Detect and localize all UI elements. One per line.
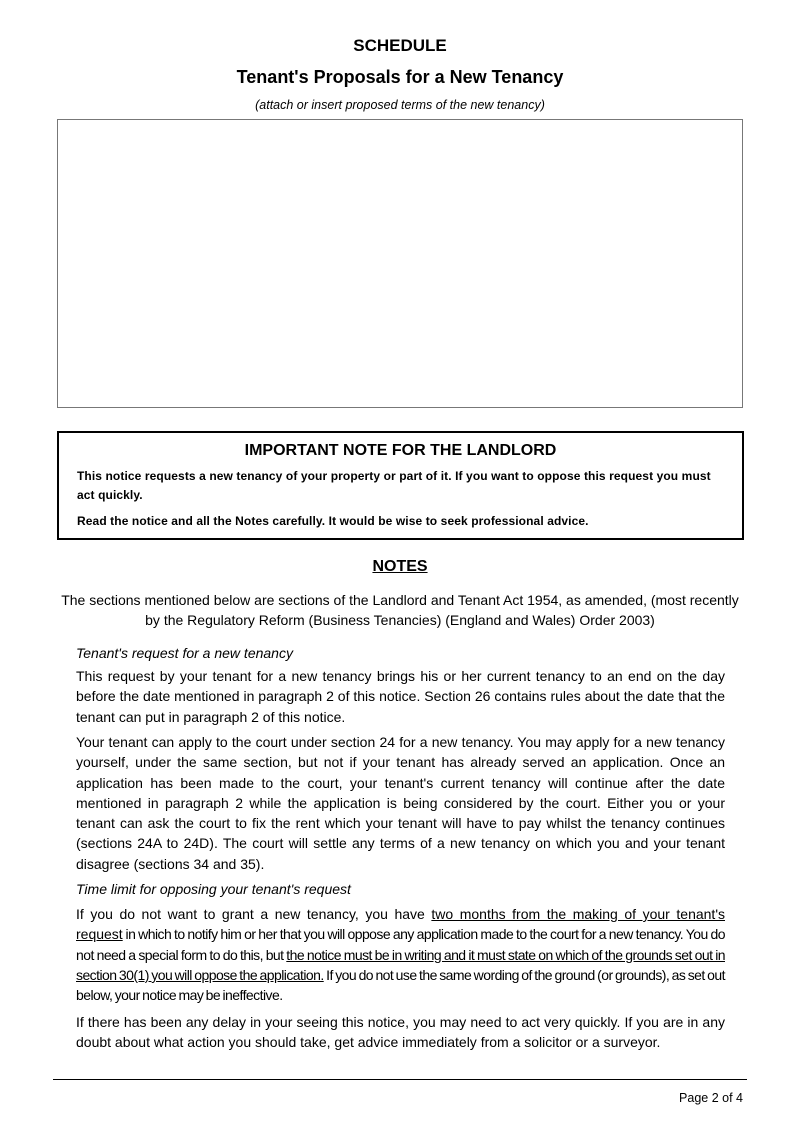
notice-in-writing-underlined: the notice must be in writing and it must state on which of the grounds set out in section 30(1) you will oppose the application. <box>76 946 725 983</box>
tenant-request-paragraph-1: This request by your tenant for a new tenancy brings his or her current tenancy to an end on the day before the date mentioned in paragraph 2 of this notice. Section 26 contains rules about the date that the tenant can put in paragraph 2 of this notice. <box>76 668 725 725</box>
time-limit-text-1: If you do not want to grant a new tenancy, you have <box>76 906 432 922</box>
important-note-box <box>57 431 744 540</box>
time-limit-paragraph-2: If there has been any delay in your seeing this notice, you may need to act very quickly. If you are in any doubt about what action you should take, get advice immediately from a solicitor or a surveyor. <box>76 1014 725 1051</box>
proposed-terms-box[interactable] <box>57 119 743 408</box>
page-number: Page 2 of 4 <box>679 1091 743 1105</box>
time-limit-heading: Time limit for opposing your tenant's request <box>76 881 351 897</box>
time-limit-text-2: in which to notify him or her that you will oppose any application made to the court for a new tenancy. You do not need a special form to do this, but <box>76 926 725 963</box>
important-note-heading: IMPORTANT NOTE FOR THE LANDLORD <box>244 442 557 459</box>
time-limit-text-3: If you do not use the same wording of the ground (or grounds), as set out below, your notice may be ineffective. <box>76 966 725 1004</box>
tenant-request-heading: Tenant's request for a new tenancy <box>76 645 293 661</box>
notes-heading: NOTES <box>372 558 428 575</box>
schedule-heading: Tenant's Proposals for a New Tenancy <box>236 67 564 87</box>
notes-intro: The sections mentioned below are sections of the Landlord and Tenant Act 1954, as amended, (most recently by the Regulatory Reform (Business Tenancies) (England and Wales) Order 2003) <box>61 592 739 628</box>
schedule-instruction: (attach or insert proposed terms of the new tenancy) <box>255 98 545 112</box>
schedule-title: SCHEDULE <box>353 36 447 55</box>
footer-divider <box>53 1079 747 1080</box>
tenant-request-paragraph-2: Your tenant can apply to the court under section 24 for a new tenancy. You may apply for a new tenancy yourself, under the same section, but not if your tenant has already served an application. Once an application has been made to the court, your tenant's current tenancy will continue after the date mentioned in paragraph 2 while the application is being considered by the court. Either you or your tenant can ask the court to fix the rent which your tenant will have to pay whilst the tenancy continues (sections 24A to 24D). The court will settle any terms of a new tenancy on which you and your tenant disagree (sections 34 and 35). <box>76 734 725 872</box>
important-note-paragraph-1: This notice requests a new tenancy of your property or part of it. If you want to oppose this request you must act quickly. <box>77 469 711 502</box>
important-note-paragraph-2: Read the notice and all the Notes carefully. It would be wise to seek professional advice. <box>77 514 589 528</box>
two-months-underlined: two months from the making of your tenant's request <box>76 906 725 943</box>
time-limit-paragraph-1 <box>76 904 725 1005</box>
